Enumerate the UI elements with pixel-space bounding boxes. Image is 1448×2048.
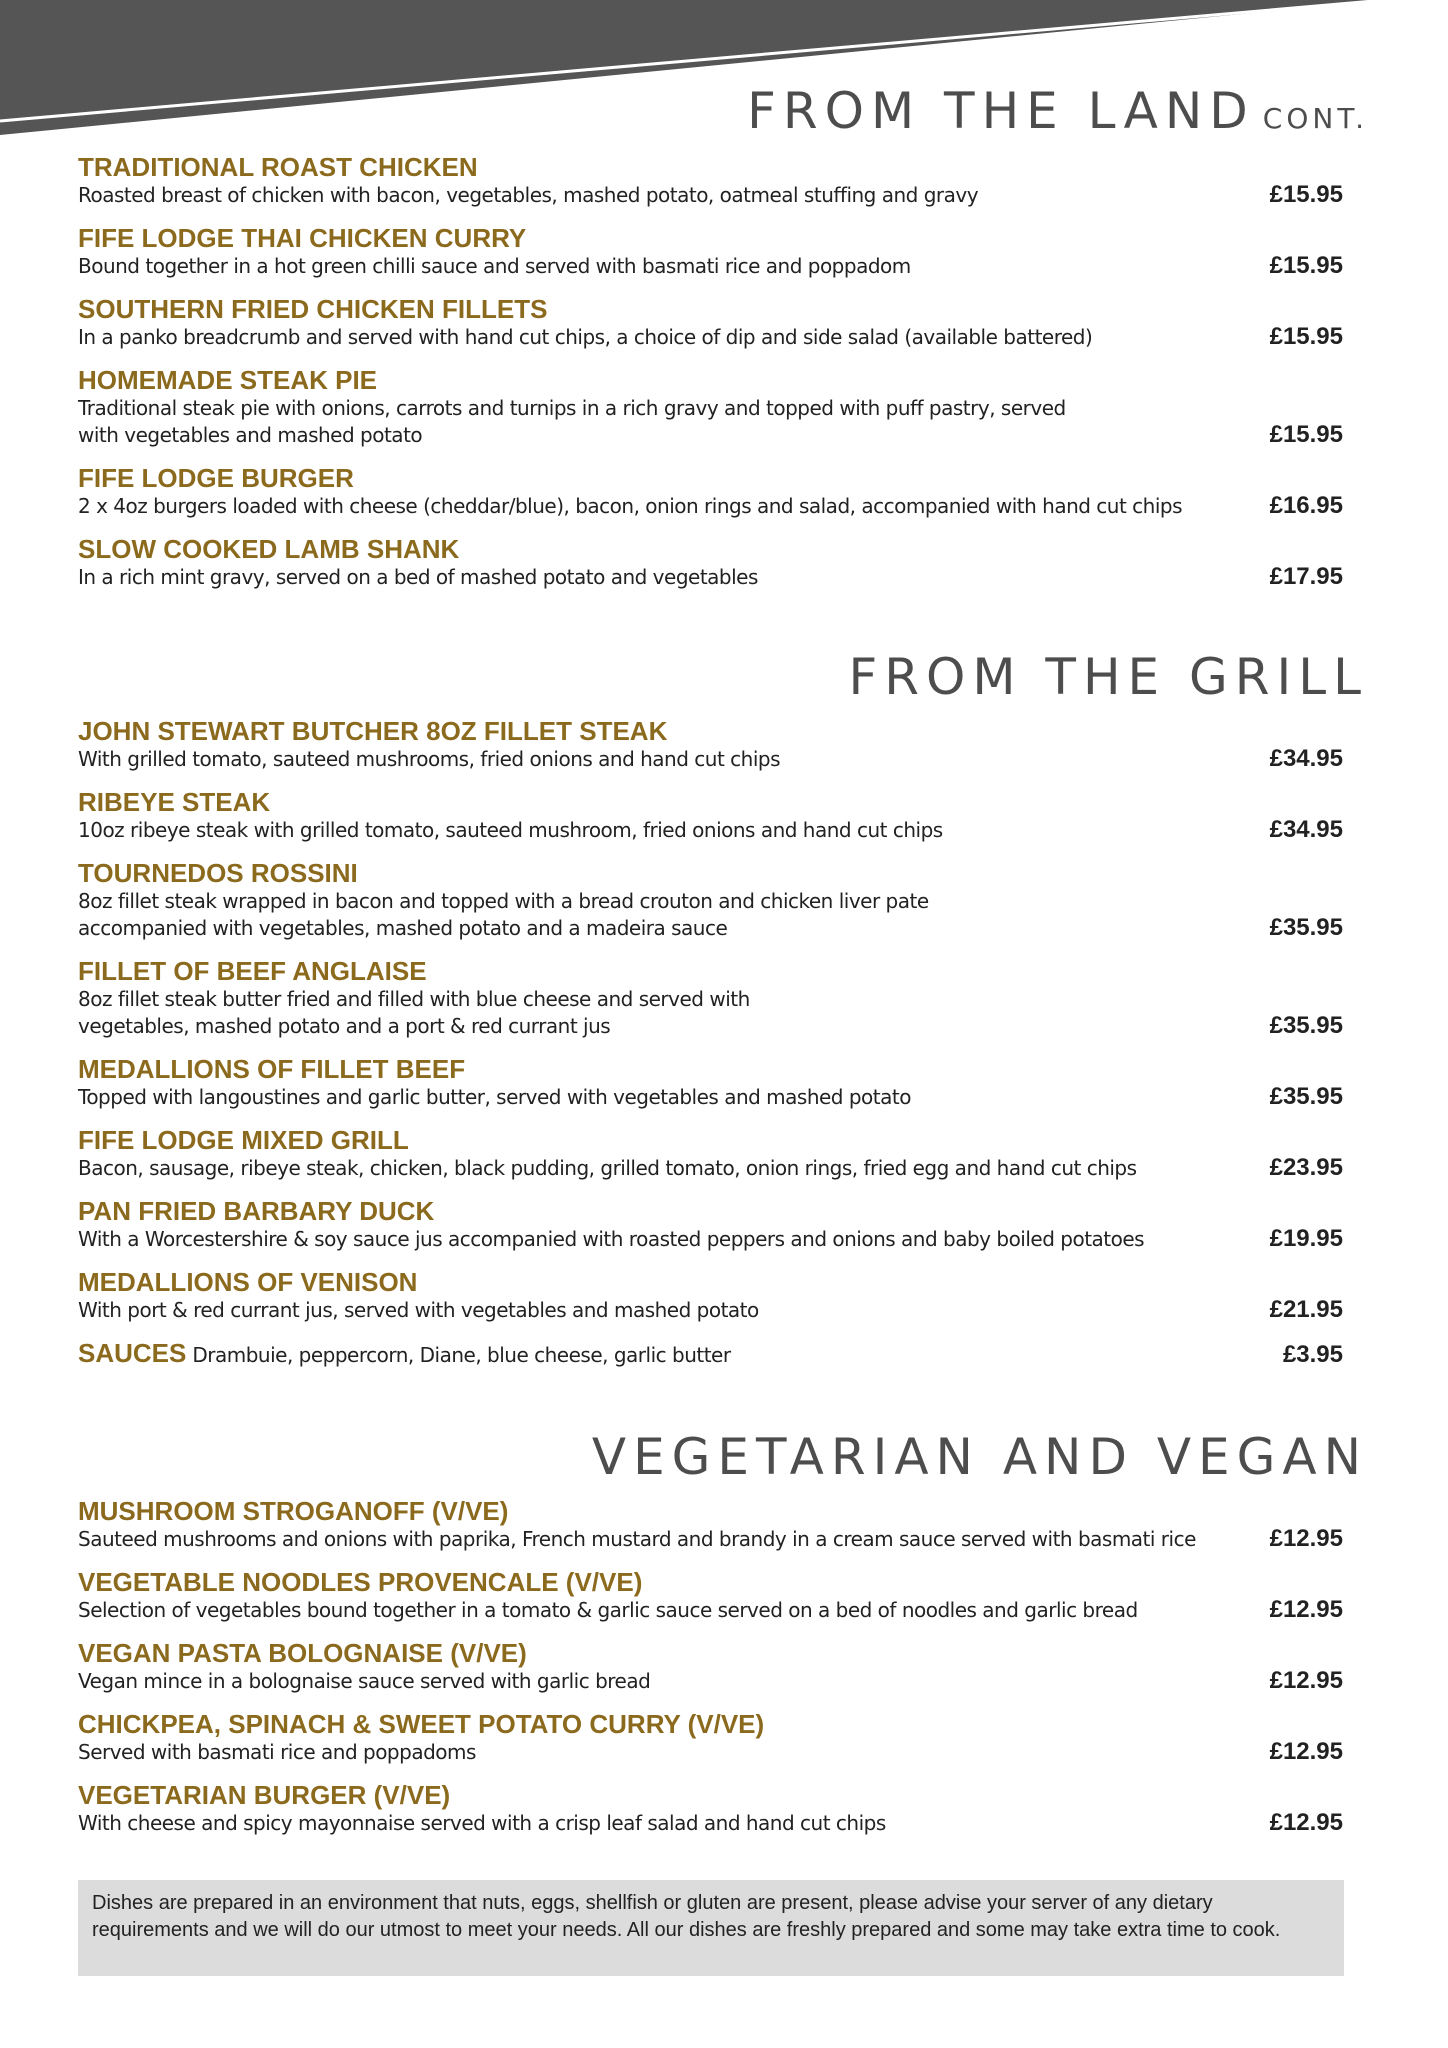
item-price: £35.95 <box>1269 914 1343 941</box>
item-price: £17.95 <box>1269 563 1343 590</box>
item-price: £35.95 <box>1269 1083 1343 1110</box>
item-name: FIFE LODGE THAI CHICKEN CURRY <box>78 223 527 253</box>
item-description: With grilled tomato, sauteed mushrooms, fried onions and hand cut chips <box>78 747 780 771</box>
sauces-label: SAUCES <box>78 1338 187 1368</box>
menu-item <box>78 463 1343 520</box>
item-name: VEGAN PASTA BOLOGNAISE (V/VE) <box>78 1638 527 1668</box>
item-name: PAN FRIED BARBARY DUCK <box>78 1196 435 1226</box>
item-name: JOHN STEWART BUTCHER 8OZ FILLET STEAK <box>78 716 668 746</box>
item-price: £15.95 <box>1269 421 1343 448</box>
item-name: TRADITIONAL ROAST CHICKEN <box>78 152 478 182</box>
menu-item <box>78 956 1343 1040</box>
menu-item <box>78 716 1343 773</box>
sauces-price: £3.95 <box>1282 1341 1343 1368</box>
sauces-item <box>78 1338 1343 1369</box>
menu-item <box>78 1267 1343 1324</box>
sauces-description: Drambuie, peppercorn, Diane, blue cheese, garlic butter <box>192 1343 731 1367</box>
menu-item <box>78 1780 1343 1837</box>
menu-item <box>78 365 1343 449</box>
section-title-land-text: FROM THE LAND <box>747 82 1255 140</box>
item-description: With port & red currant jus, served with vegetables and mashed potato <box>78 1298 759 1322</box>
item-name: SOUTHERN FRIED CHICKEN FILLETS <box>78 294 548 324</box>
item-description: In a panko breadcrumb and served with hand cut chips, a choice of dip and side salad (available battered) <box>78 325 1093 349</box>
item-name: VEGETARIAN BURGER (V/VE) <box>78 1780 451 1810</box>
menu-item <box>78 534 1343 591</box>
item-description: Selection of vegetables bound together in a tomato & garlic sauce served on a bed of noodles and garlic bread <box>78 1598 1138 1622</box>
item-description: Bacon, sausage, ribeye steak, chicken, black pudding, grilled tomato, onion rings, fried egg and hand cut chips <box>78 1156 1137 1180</box>
menu-item <box>78 1567 1343 1624</box>
item-name: MUSHROOM STROGANOFF (V/VE) <box>78 1496 509 1526</box>
item-name: CHICKPEA, SPINACH & SWEET POTATO CURRY (V/VE) <box>78 1709 765 1739</box>
item-description: Bound together in a hot green chilli sauce and served with basmati rice and poppadom <box>78 254 911 278</box>
item-name: VEGETABLE NOODLES PROVENCALE (V/VE) <box>78 1567 643 1597</box>
item-description: Traditional steak pie with onions, carrots and turnips in a rich gravy and topped with puff pastry, served with vegetables and mashed potato <box>78 396 1066 447</box>
item-name: SLOW COOKED LAMB SHANK <box>78 534 460 564</box>
item-price: £12.95 <box>1269 1809 1343 1836</box>
item-description: In a rich mint gravy, served on a bed of mashed potato and vegetables <box>78 565 758 589</box>
item-description: 10oz ribeye steak with grilled tomato, sauteed mushroom, fried onions and hand cut chips <box>78 818 943 842</box>
item-name: MEDALLIONS OF VENISON <box>78 1267 418 1297</box>
item-price: £12.95 <box>1269 1667 1343 1694</box>
item-description: 2 x 4oz burgers loaded with cheese (cheddar/blue), bacon, onion rings and salad, accompanied with hand cut chips <box>78 494 1183 518</box>
item-name: HOMEMADE STEAK PIE <box>78 365 378 395</box>
section-title-veg: VEGETARIAN AND VEGAN <box>591 1428 1368 1486</box>
item-name: MEDALLIONS OF FILLET BEEF <box>78 1054 466 1084</box>
section-title-grill: FROM THE GRILL <box>848 648 1368 706</box>
item-price: £12.95 <box>1269 1525 1343 1552</box>
menu-item <box>78 1496 1343 1553</box>
item-description: Sauteed mushrooms and onions with paprika, French mustard and brandy in a cream sauce served with basmati rice <box>78 1527 1196 1551</box>
item-name: FILLET OF BEEF ANGLAISE <box>78 956 427 986</box>
menu-item <box>78 787 1343 844</box>
item-description: With cheese and spicy mayonnaise served with a crisp leaf salad and hand cut chips <box>78 1811 886 1835</box>
item-name: TOURNEDOS ROSSINI <box>78 858 358 888</box>
menu-item <box>78 1054 1343 1111</box>
item-price: £34.95 <box>1269 745 1343 772</box>
section-veg <box>78 1496 1343 1851</box>
item-price: £19.95 <box>1269 1225 1343 1252</box>
item-price: £34.95 <box>1269 816 1343 843</box>
item-price: £16.95 <box>1269 492 1343 519</box>
item-price: £12.95 <box>1269 1596 1343 1623</box>
item-description: Roasted breast of chicken with bacon, vegetables, mashed potato, oatmeal stuffing and gravy <box>78 183 979 207</box>
section-land <box>78 152 1343 605</box>
item-price: £12.95 <box>1269 1738 1343 1765</box>
section-grill <box>78 716 1343 1383</box>
menu-item <box>78 1196 1343 1253</box>
allergen-notice: Dishes are prepared in an environment that nuts, eggs, shellfish or gluten are present, please advise your server of any dietary requirements and we will do our utmost to meet your needs. All our dishes are freshly prepared and some may take extra time to cook. <box>78 1880 1344 1976</box>
item-description: With a Worcestershire & soy sauce jus accompanied with roasted peppers and onions and baby boiled potatoes <box>78 1227 1145 1251</box>
item-description: Topped with langoustines and garlic butter, served with vegetables and mashed potato <box>78 1085 911 1109</box>
item-description: 8oz fillet steak butter fried and filled with blue cheese and served with vegetables, mashed potato and a port & red currant jus <box>78 987 750 1038</box>
item-price: £21.95 <box>1269 1296 1343 1323</box>
section-title-land <box>747 82 1368 140</box>
item-description: Served with basmati rice and poppadoms <box>78 1740 476 1764</box>
item-name: FIFE LODGE MIXED GRILL <box>78 1125 409 1155</box>
item-description: Vegan mince in a bolognaise sauce served with garlic bread <box>78 1669 651 1693</box>
menu-item <box>78 1638 1343 1695</box>
item-name: RIBEYE STEAK <box>78 787 271 817</box>
section-title-cont: CONT. <box>1262 102 1368 135</box>
menu-item <box>78 152 1343 209</box>
item-price: £35.95 <box>1269 1012 1343 1039</box>
menu-item <box>78 294 1343 351</box>
item-price: £15.95 <box>1269 323 1343 350</box>
item-price: £15.95 <box>1269 252 1343 279</box>
item-price: £23.95 <box>1269 1154 1343 1181</box>
item-description: 8oz fillet steak wrapped in bacon and topped with a bread crouton and chicken liver pate accompanied with vegetables, mashed potato and a madeira sauce <box>78 889 929 940</box>
item-name: FIFE LODGE BURGER <box>78 463 354 493</box>
menu-item <box>78 1125 1343 1182</box>
menu-item <box>78 223 1343 280</box>
menu-item <box>78 858 1343 942</box>
item-price: £15.95 <box>1269 181 1343 208</box>
menu-item <box>78 1709 1343 1766</box>
